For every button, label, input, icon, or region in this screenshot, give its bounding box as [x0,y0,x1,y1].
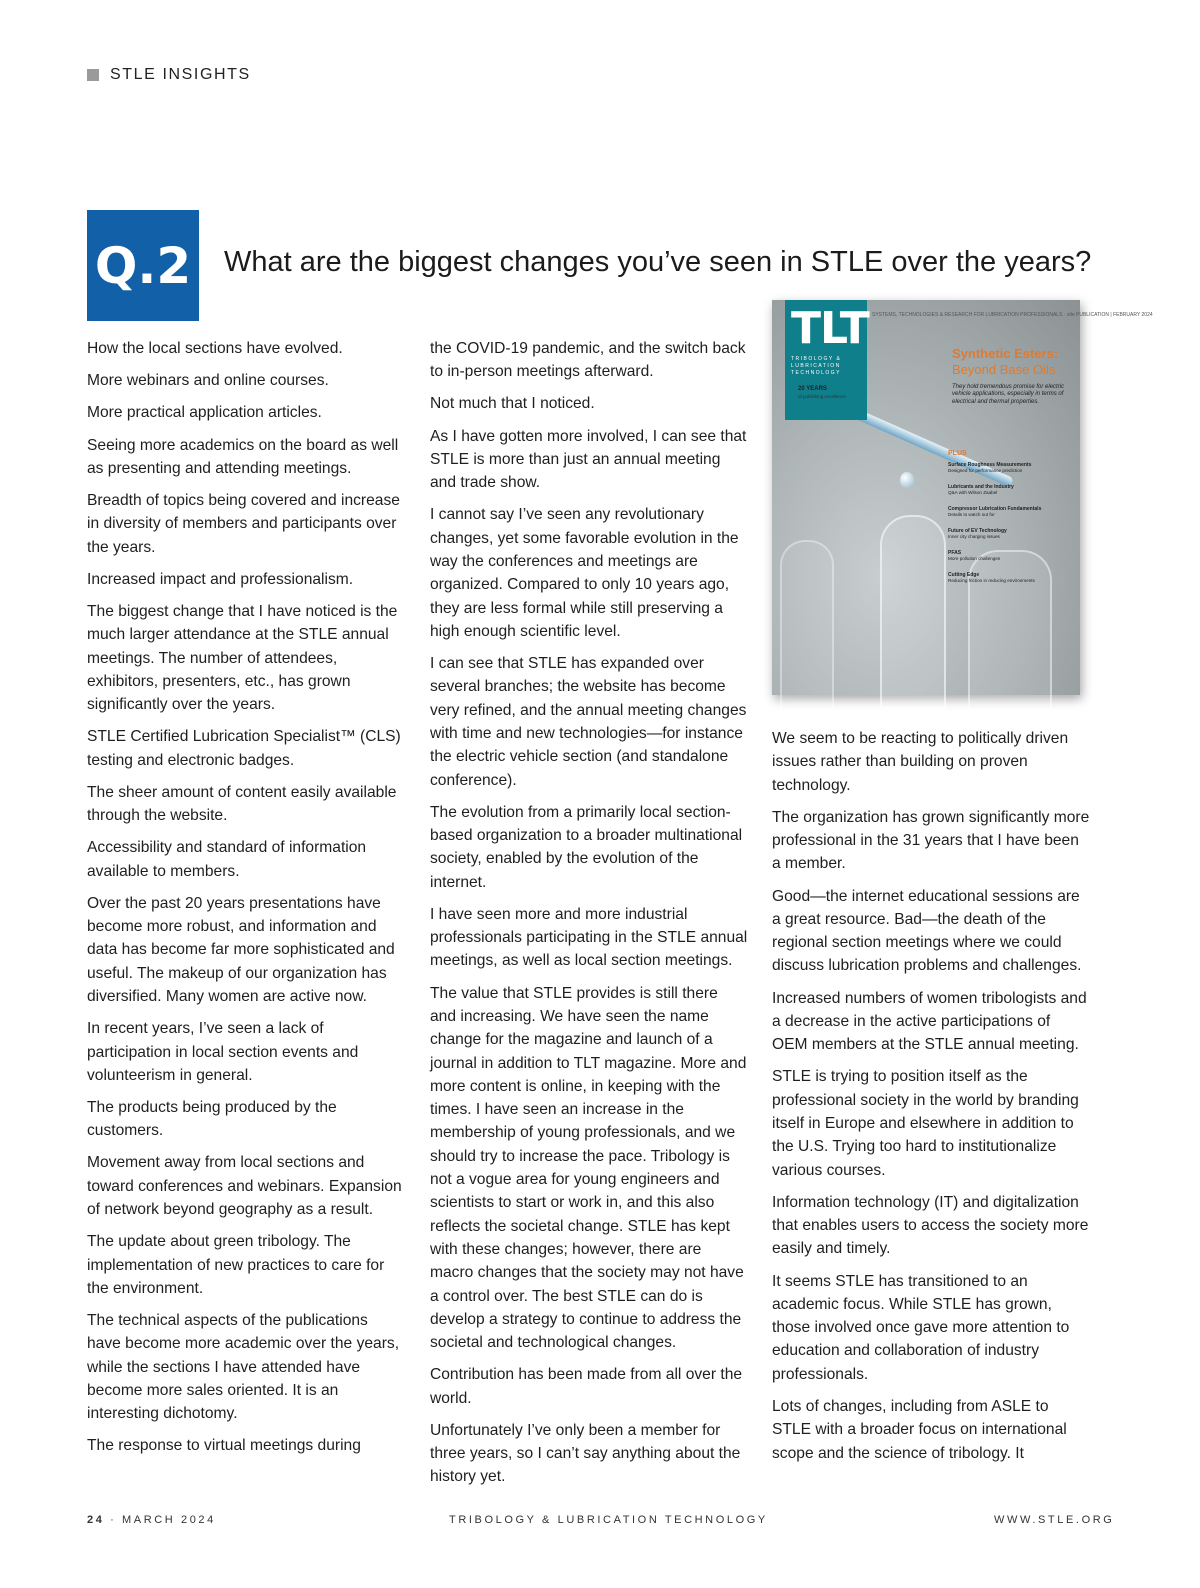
cover-beaker-left [780,540,834,714]
answer: The technical aspects of the publications have become more academic over the years, while the sections I have attended have become more sales oriented. It is an interesting dichotomy. [87,1312,400,1423]
footer-publication: TRIBOLOGY & LUBRICATION TECHNOLOGY [449,1514,768,1526]
cover-item [948,528,1078,540]
answer: The products being produced by the customers. [87,1099,337,1140]
answer: As I have gotten more involved, I can see that STLE is more than just an annual meeting and trade show. [430,427,747,492]
answer: How the local sections have evolved. [87,340,343,357]
page-number: 24 [87,1514,105,1526]
magazine-cover-image [772,300,1153,695]
answer: Not much that I noticed. [430,395,595,413]
cover-deck: They hold tremendous promise for electric vehicle applications, especially in terms of electrical and thermal properties. [952,384,1065,405]
answer: Movement away from local sections and toward conferences and webinars. Expansion of network beyond geography as a result. [87,1154,402,1219]
cover-plus-label: PLUS [948,450,967,457]
answer: Seeing more academics on the board as well as presenting and attending meetings. [87,436,399,477]
cover-item-sub: Inner city charging issues [948,534,1000,539]
answers-column-1 [87,337,405,1467]
cover-headline: Synthetic Esters: [952,346,1059,361]
answer: The evolution from a primarily local section-based organization to a broader multinational society, enabled by the evolution of the internet. [430,803,743,891]
cover-item [948,462,1078,474]
cover-item-sub: Details to watch out for [948,512,995,517]
cover-item [948,572,1078,584]
cover-logo [785,300,867,420]
cover-item-sub: Reducing friction in reducing environments [948,578,1035,583]
cover-item [948,550,1078,562]
answer: Contribution has been made from all over the world. [430,1366,743,1407]
cover-item-title: Surface Roughness Measurements [948,462,1032,468]
question-title: What are the biggest changes you’ve seen in STLE over the years? [224,246,1092,278]
answer: The sheer amount of content easily available through the website. [87,783,397,825]
answer: It seems STLE has transitioned to an academic focus. While STLE has grown, those involved once gave more attention to education and collaboration of industry professionals. [772,1272,1070,1383]
answer: the COVID-19 pandemic, and the switch back to in-person meetings afterward. [430,340,746,381]
answer: The update about green tribology. The implementation of new practices to care for the environment. [87,1233,385,1297]
answer: The biggest change that I have noticed is the much larger attendance at the STLE annual meetings. The number of attendees, exhibitors, presenters, etc., has grown significantly over the years. [87,603,398,714]
answer: The value that STLE provides is still there and increasing. We have seen the name change for the magazine and launch of a journal in addition to TLT magazine. More and more content is online, in keeping with the times. I have seen an increase in the membership of young professionals, and we should try to increase the pace. Tribology is not a vogue area for young engineers and scientists to start or work in, and this also reflects the societal change. STLE has kept with these changes; however, there are macro changes that the society may not have a control over. The best STLE can do is develop a strategy to continue to address the societal and technological changes. [430,984,747,1352]
answers-column-3 [772,727,1090,1474]
cover-item-sub: Designed for performance prediction [948,468,1023,473]
section-header [87,66,251,84]
answer: Increased impact and professionalism. [87,570,354,588]
answer: We seem to be reacting to politically driven issues rather than building on proven technology. [772,730,1069,794]
cover-anniversary: 20 YEARS [798,386,827,392]
answer: STLE Certified Lubrication Specialist™ (CLS) testing and electronic badges. [87,728,401,769]
question-number: Q.2 [94,236,192,295]
answer: I cannot say I’ve seen any revolutionary changes, yet some favorable evolution in the way the conferences and meetings are organized. Compared to only 10 years ago, they are less formal while still preserving a high enough scientific level. [430,506,739,640]
answer: Over the past 20 years presentations have become more robust, and information and data has become far more sophisticated and useful. The makeup of our organization has diversified. Many women are active now. [87,894,395,1006]
answer: More practical application articles. [87,404,322,422]
answer: Breadth of topics being covered and increase in diversity of members and participants over the years. [87,492,400,556]
answer: I can see that STLE has expanded over several branches; the website has become very refined, and the annual meeting changes with time and new technologies—for instance the electric vehicle section (and standalone conference). [430,655,747,789]
cover-headline-sub: Beyond Base Oils [952,362,1056,377]
cover-droplet [900,472,914,488]
cover-item-title: Future of EV Technology [948,528,1007,534]
cover-beaker-center [880,515,946,709]
question-number-box [87,210,199,321]
answer: Good—the internet educational sessions are a great resource. Bad—the death of the regional section meetings where we could discuss lubrication problems and challenges. [772,887,1082,975]
answer: The response to virtual meetings during [87,1437,361,1455]
section-label: STLE INSIGHTS [110,66,251,83]
cover-item-sub: Q&A with Wilson Zaabel [948,490,998,495]
cover-item-title: PFAS [948,550,962,556]
answer: More webinars and online courses. [87,372,329,390]
issue-date: · MARCH 2024 [110,1514,216,1526]
section-marker-square [87,69,99,81]
answer: The organization has grown significantly more professional in the 31 years that I have been a member. [772,808,1090,873]
cover-item [948,506,1078,518]
answer: Increased numbers of women tribologists and a decrease in the active participations of OEM members at the STLE annual meeting. [772,989,1087,1054]
cover-item-sub: More pollution challenges [948,556,1001,561]
answer: Accessibility and standard of information available to members. [87,839,367,880]
answer: STLE is trying to position itself as the professional society in the world by branding itself in Europe and elsewhere in addition to the U.S. Trying too hard to institutionalize various courses. [772,1068,1079,1179]
answer: In recent years, I’ve seen a lack of participation in local section events and volunteerism in general. [87,1020,359,1084]
answer: Unfortunately I’ve only been a member for three years, so I can’t say anything about the history yet. [430,1421,741,1486]
cover-item-title: Cutting Edge [948,572,980,578]
cover-logo-text: TLT [791,303,869,354]
answer: Information technology (IT) and digitalization that enables users to access the society more easily and timely. [772,1193,1089,1258]
cover-item-title: Compressor Lubrication Fundamentals [948,506,1042,512]
answer: Lots of changes, including from ASLE to STLE with a broader focus on international scope and the science of tribology. It [772,1397,1067,1462]
footer-page-info [87,1514,216,1526]
answers-column-2 [430,337,748,1498]
footer-website: WWW.STLE.ORG [994,1514,1115,1526]
cover-logo-subtitle: TRIBOLOGY & LUBRICATION TECHNOLOGY [791,356,842,376]
cover-item-title: Lubricants and the Industry [948,484,1014,490]
cover-anniversary-sub: of publishing excellence [798,394,846,399]
cover-top-strip: SYSTEMS, TECHNOLOGIES & RESEARCH FOR LUBRICATION PROFESSIONALS · stle PUBLICATION | FEBRUARY 2024 [872,312,1153,318]
cover-item [948,484,1078,496]
answer: I have seen more and more industrial professionals participating in the STLE annual meetings, as well as local section meetings. [430,905,748,970]
